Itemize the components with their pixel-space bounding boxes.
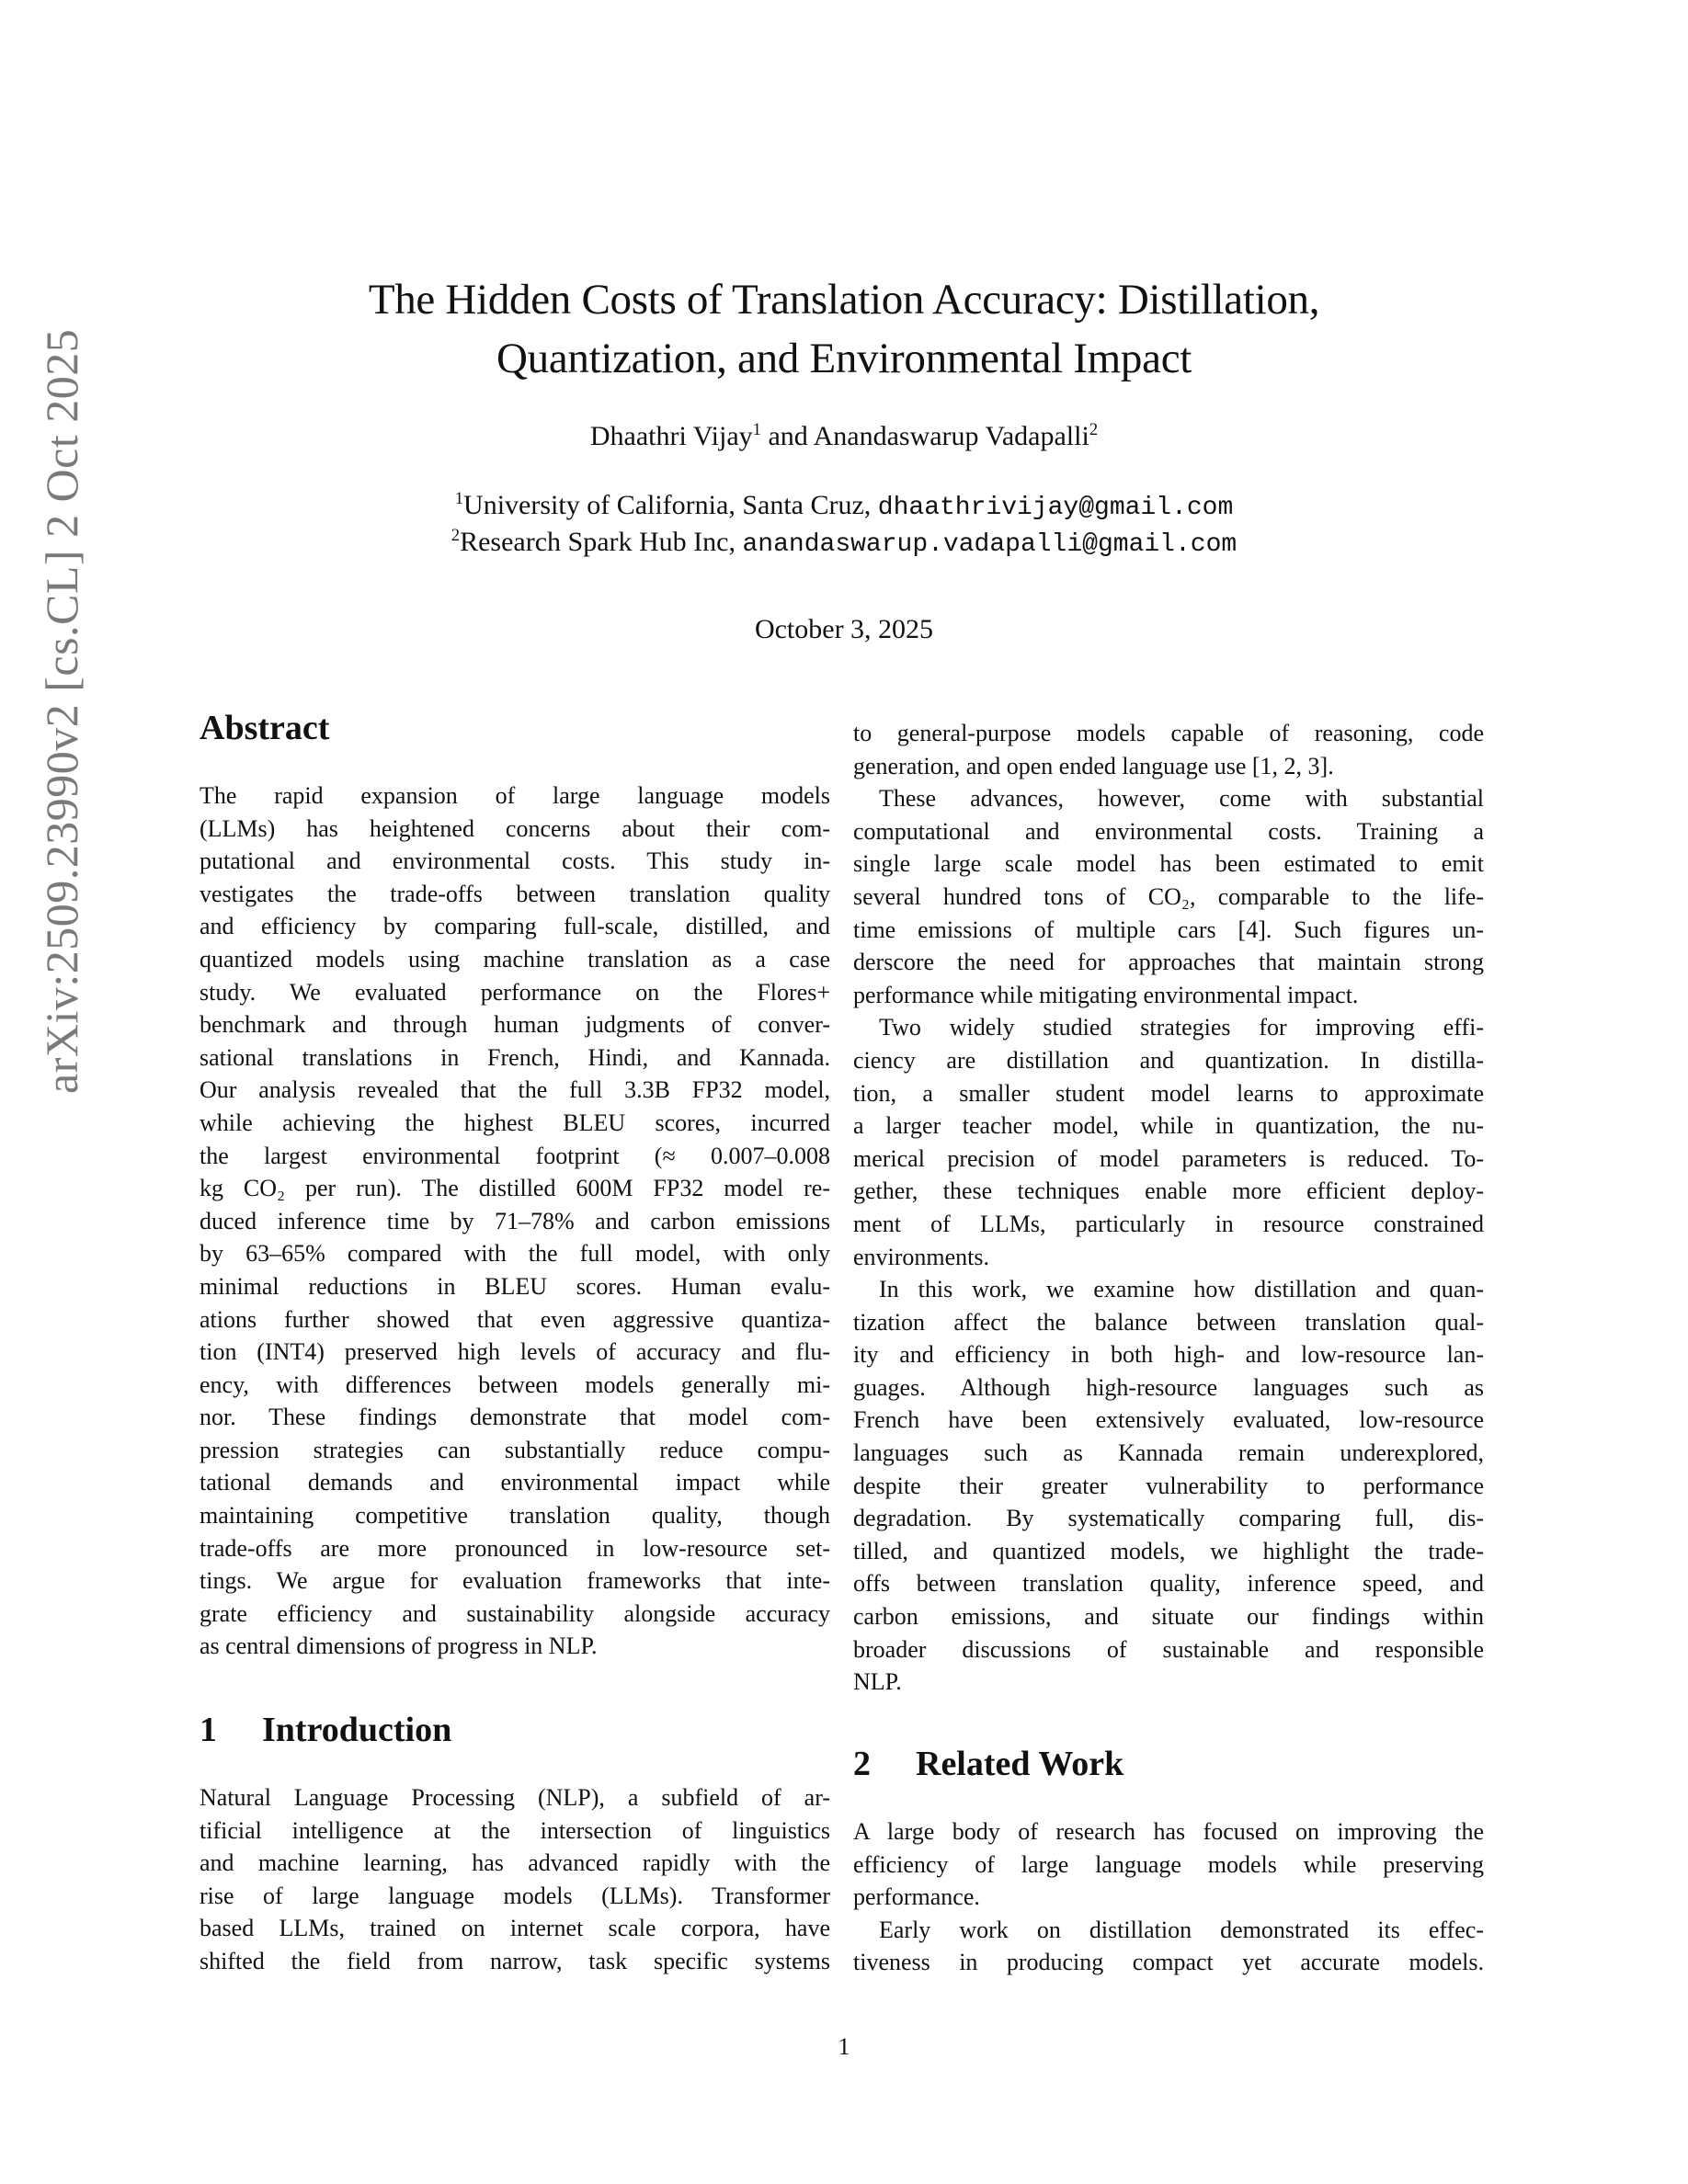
section-number: 2 bbox=[853, 1745, 871, 1783]
email-link[interactable]: anandaswarup.vadapalli@gmail.com bbox=[742, 530, 1237, 559]
text-line-wrapper bbox=[853, 1437, 1484, 1470]
text-line-wrapper bbox=[200, 1466, 830, 1499]
text-line-wrapper bbox=[853, 1567, 1484, 1600]
text-line-wrapper bbox=[853, 1815, 1484, 1848]
text-line: ciency are distillation and quantization. In distilla- bbox=[853, 1046, 1484, 1074]
affiliation bbox=[0, 524, 1688, 563]
text-line-wrapper bbox=[853, 1470, 1484, 1503]
text-line: (LLMs) has heightened concerns about their com- bbox=[200, 814, 830, 842]
text-line-wrapper bbox=[200, 1401, 830, 1434]
text-line: French have been extensively evaluated, low-resource bbox=[853, 1406, 1484, 1434]
text-line: broader discussions of sustainable and responsible bbox=[853, 1635, 1484, 1663]
author-name: Dhaathri Vijay bbox=[589, 421, 753, 451]
text-line: and machine learning, has advanced rapidly with the bbox=[200, 1849, 830, 1877]
text-line: environments. bbox=[853, 1243, 990, 1270]
text-line-wrapper bbox=[200, 976, 830, 1009]
text-line: time emissions of multiple cars [4]. Such figures un- bbox=[853, 916, 1484, 943]
text-line: derscore the need for approaches that maintain strong bbox=[853, 949, 1484, 976]
text-line: In this work, we examine how distillation and quan- bbox=[879, 1276, 1484, 1303]
text-line-wrapper bbox=[200, 1847, 830, 1880]
text-line-wrapper bbox=[853, 1044, 1484, 1077]
text-line: nor. These findings demonstrate that model com- bbox=[200, 1404, 830, 1431]
text-line-wrapper bbox=[200, 1336, 830, 1369]
text-line-wrapper bbox=[853, 1881, 1484, 1914]
text-line: putational and environmental costs. This study in- bbox=[200, 847, 830, 875]
text-line: computational and environmental costs. Training a bbox=[853, 817, 1484, 845]
text-line: tion, a smaller student model learns to approximate bbox=[853, 1079, 1484, 1107]
text-line-wrapper bbox=[200, 1499, 830, 1532]
text-line-wrapper bbox=[200, 1598, 830, 1631]
section-heading-related-work bbox=[853, 1744, 1123, 1784]
text-line: tational demands and environmental impact while bbox=[200, 1469, 830, 1496]
text-line: performance while mitigating environmental impact. bbox=[853, 981, 1359, 1008]
text-line: shifted the field from narrow, task specific systems bbox=[200, 1947, 830, 1974]
text-line-wrapper bbox=[853, 1946, 1484, 1979]
text-line: study. We evaluated performance on the Flores+ bbox=[200, 978, 830, 1006]
text-line-wrapper bbox=[200, 779, 830, 813]
text-line: and efficiency by comparing full-scale, distilled, and bbox=[200, 913, 830, 940]
text-line: quantized models using machine translation as a case bbox=[200, 945, 830, 973]
text-line-wrapper bbox=[853, 1208, 1484, 1241]
text-line-wrapper bbox=[853, 946, 1484, 979]
abstract-body bbox=[200, 779, 830, 1663]
text-line-wrapper bbox=[853, 1914, 1484, 1947]
text-line-wrapper bbox=[853, 782, 1484, 815]
text-line: merical precision of model parameters is reduced. To- bbox=[853, 1144, 1484, 1172]
text-line: NLP. bbox=[853, 1668, 902, 1696]
author-list bbox=[0, 421, 1688, 452]
affiliation-mark: 2 bbox=[451, 525, 461, 545]
text-line: ency, with differences between models generally mi- bbox=[200, 1371, 830, 1398]
text-line-wrapper bbox=[853, 1241, 1484, 1274]
text-line: These advances, however, come with substantial bbox=[879, 785, 1484, 813]
text-line-wrapper bbox=[853, 1273, 1484, 1306]
text-line: the largest environmental footprint (≈ 0.007–0.008 bbox=[200, 1142, 830, 1169]
text-line: carbon emissions, and situate our findings within bbox=[853, 1603, 1484, 1631]
text-line: offs between translation quality, inference speed, and bbox=[853, 1570, 1484, 1598]
text-line-wrapper bbox=[853, 914, 1484, 947]
text-line: tings. We argue for evaluation frameworks that inte- bbox=[200, 1567, 830, 1595]
text-line-wrapper bbox=[200, 845, 830, 878]
text-line-wrapper bbox=[200, 878, 830, 911]
text-line-wrapper bbox=[853, 1535, 1484, 1568]
section-heading-introduction bbox=[200, 1710, 451, 1750]
text-line: A large body of research has focused on improving the bbox=[853, 1818, 1484, 1845]
text-line-wrapper bbox=[853, 847, 1484, 881]
affiliation bbox=[0, 487, 1688, 527]
text-line-wrapper bbox=[200, 1205, 830, 1238]
affiliation-mark: 1 bbox=[752, 419, 761, 439]
text-line-wrapper bbox=[200, 1630, 830, 1663]
text-line-wrapper bbox=[853, 1143, 1484, 1176]
section-title: Related Work bbox=[916, 1745, 1124, 1783]
text-line-wrapper bbox=[200, 1880, 830, 1913]
text-line: tization affect the balance between translation qual- bbox=[853, 1308, 1484, 1336]
text-line-wrapper bbox=[200, 1532, 830, 1565]
text-line-wrapper bbox=[200, 1008, 830, 1041]
text-line-wrapper bbox=[853, 815, 1484, 848]
text-line: several hundred tons of CO₂, comparable to the life- bbox=[853, 882, 1484, 910]
text-line: grate efficiency and sustainability alongside accuracy bbox=[200, 1599, 830, 1627]
text-line-wrapper bbox=[853, 1404, 1484, 1437]
text-line: tificial intelligence at the intersection of linguistics bbox=[200, 1816, 830, 1844]
text-line: while achieving the highest BLEU scores, incurred bbox=[200, 1109, 830, 1136]
text-line: maintaining competitive translation quality, though bbox=[200, 1502, 830, 1530]
text-line-wrapper bbox=[853, 1077, 1484, 1110]
institution: Research Spark Hub Inc, bbox=[460, 527, 743, 557]
text-line-wrapper bbox=[853, 1338, 1484, 1371]
text-line-wrapper bbox=[200, 1434, 830, 1467]
text-line: Two widely studied strategies for improving effi- bbox=[879, 1014, 1484, 1041]
text-line: kg CO₂ per run). The distilled 600M FP32 model re- bbox=[200, 1175, 830, 1202]
text-line: ity and efficiency in both high- and low-resource lan- bbox=[853, 1341, 1484, 1369]
text-line-wrapper bbox=[200, 1041, 830, 1075]
arxiv-stamp: arXiv:2509.23990v2 [cs.CL] 2 Oct 2025 bbox=[36, 328, 87, 1094]
text-line: ations further showed that even aggressive quantiza- bbox=[200, 1305, 830, 1333]
text-line-wrapper bbox=[200, 1237, 830, 1270]
text-line-wrapper bbox=[853, 1011, 1484, 1044]
text-line-wrapper bbox=[200, 1945, 830, 1978]
text-line-wrapper bbox=[200, 1564, 830, 1598]
related-work-body bbox=[853, 1815, 1484, 1979]
author-name: Anandaswarup Vadapalli bbox=[813, 421, 1089, 451]
text-line-wrapper bbox=[200, 1303, 830, 1337]
paper-title-line-2: Quantization, and Environmental Impact bbox=[496, 335, 1192, 382]
text-line-wrapper bbox=[853, 1306, 1484, 1339]
introduction-body-left bbox=[200, 1781, 830, 1978]
text-line: a larger teacher model, while in quantization, the nu- bbox=[853, 1112, 1484, 1140]
section-number: 1 bbox=[200, 1711, 217, 1749]
text-line: rise of large language models (LLMs). Transformer bbox=[200, 1882, 830, 1909]
text-line-wrapper bbox=[200, 813, 830, 846]
text-line: tilled, and quantized models, we highlight the trade- bbox=[853, 1537, 1484, 1564]
text-line: ment of LLMs, particularly in resource constrained bbox=[853, 1210, 1484, 1237]
text-line-wrapper bbox=[200, 1074, 830, 1107]
text-line: vestigates the trade-offs between translation quality bbox=[200, 880, 830, 907]
text-line: despite their greater vulnerability to performance bbox=[853, 1472, 1484, 1499]
text-line-wrapper bbox=[200, 1814, 830, 1848]
text-line: gether, these techniques enable more efficient deploy- bbox=[853, 1177, 1484, 1205]
text-line-wrapper bbox=[853, 1633, 1484, 1666]
text-line-wrapper bbox=[853, 881, 1484, 914]
text-line-wrapper bbox=[200, 1107, 830, 1140]
text-line: by 63–65% compared with the full model, with only bbox=[200, 1240, 830, 1268]
text-line: guages. Although high-resource languages such as bbox=[853, 1373, 1484, 1401]
page-number: 1 bbox=[838, 2033, 850, 2060]
text-line-wrapper bbox=[200, 943, 830, 976]
introduction-body-right bbox=[853, 717, 1484, 1699]
text-line: minimal reductions in BLEU scores. Human evalu- bbox=[200, 1272, 830, 1300]
text-line: Early work on distillation demonstrated its effec- bbox=[879, 1916, 1484, 1943]
text-line-wrapper bbox=[200, 1781, 830, 1814]
affiliation-mark: 1 bbox=[454, 488, 464, 508]
text-line: Natural Language Processing (NLP), a subfield of ar- bbox=[200, 1784, 830, 1811]
text-line: duced inference time by 71–78% and carbon emissions bbox=[200, 1207, 830, 1234]
text-line: performance. bbox=[853, 1883, 980, 1911]
text-line: to general-purpose models capable of reasoning, code bbox=[853, 720, 1484, 746]
affiliation-mark: 2 bbox=[1089, 419, 1099, 439]
email-link[interactable]: dhaathrivijay@gmail.com bbox=[877, 494, 1234, 522]
text-line: Our analysis revealed that the full 3.3B FP32 model, bbox=[200, 1076, 830, 1104]
text-line-wrapper bbox=[853, 1109, 1484, 1143]
text-line-wrapper bbox=[853, 1600, 1484, 1633]
text-line: based LLMs, trained on internet scale corpora, have bbox=[200, 1915, 830, 1942]
text-line: tiveness in producing compact yet accurate models. bbox=[853, 1949, 1484, 1976]
publication-date: October 3, 2025 bbox=[754, 614, 934, 644]
text-line: trade-offs are more pronounced in low-resource set- bbox=[200, 1534, 830, 1562]
text-line-wrapper bbox=[200, 1270, 830, 1303]
text-line-wrapper bbox=[853, 717, 1484, 750]
text-line-wrapper bbox=[853, 1175, 1484, 1208]
institution: University of California, Santa Cruz, bbox=[463, 490, 878, 520]
text-line: benchmark and through human judgments of conver- bbox=[200, 1011, 830, 1039]
text-line: generation, and open ended language use [1, 2, 3]. bbox=[853, 752, 1334, 779]
text-line-wrapper bbox=[200, 1172, 830, 1205]
text-line: The rapid expansion of large language models bbox=[200, 782, 830, 809]
paper-title-line-1: The Hidden Costs of Translation Accuracy: Distillation, bbox=[368, 276, 1320, 324]
text-line: tion (INT4) preserved high levels of accuracy and flu- bbox=[200, 1338, 830, 1366]
section-title: Introduction bbox=[262, 1711, 452, 1749]
text-line-wrapper bbox=[200, 910, 830, 943]
text-line-wrapper bbox=[853, 750, 1484, 783]
text-line-wrapper bbox=[853, 1666, 1484, 1699]
text-line: degradation. By systematically comparing full, dis- bbox=[853, 1505, 1484, 1532]
text-line-wrapper bbox=[853, 1848, 1484, 1882]
abstract-heading: Abstract bbox=[200, 709, 330, 747]
text-line-wrapper bbox=[200, 1140, 830, 1173]
text-line: efficiency of large language models while preserving bbox=[853, 1850, 1484, 1878]
text-line: single large scale model has been estimated to emit bbox=[853, 850, 1484, 878]
author-conjunction: and bbox=[760, 421, 814, 451]
text-line: as central dimensions of progress in NLP. bbox=[200, 1632, 598, 1660]
text-line-wrapper bbox=[853, 979, 1484, 1012]
text-line-wrapper bbox=[853, 1502, 1484, 1535]
text-line: languages such as Kannada remain underexplored, bbox=[853, 1439, 1484, 1467]
text-line: sational translations in French, Hindi, and Kannada. bbox=[200, 1043, 830, 1071]
text-line-wrapper bbox=[200, 1369, 830, 1402]
text-line-wrapper bbox=[200, 1912, 830, 1945]
text-line: pression strategies can substantially reduce compu- bbox=[200, 1436, 830, 1463]
text-line-wrapper bbox=[853, 1371, 1484, 1405]
